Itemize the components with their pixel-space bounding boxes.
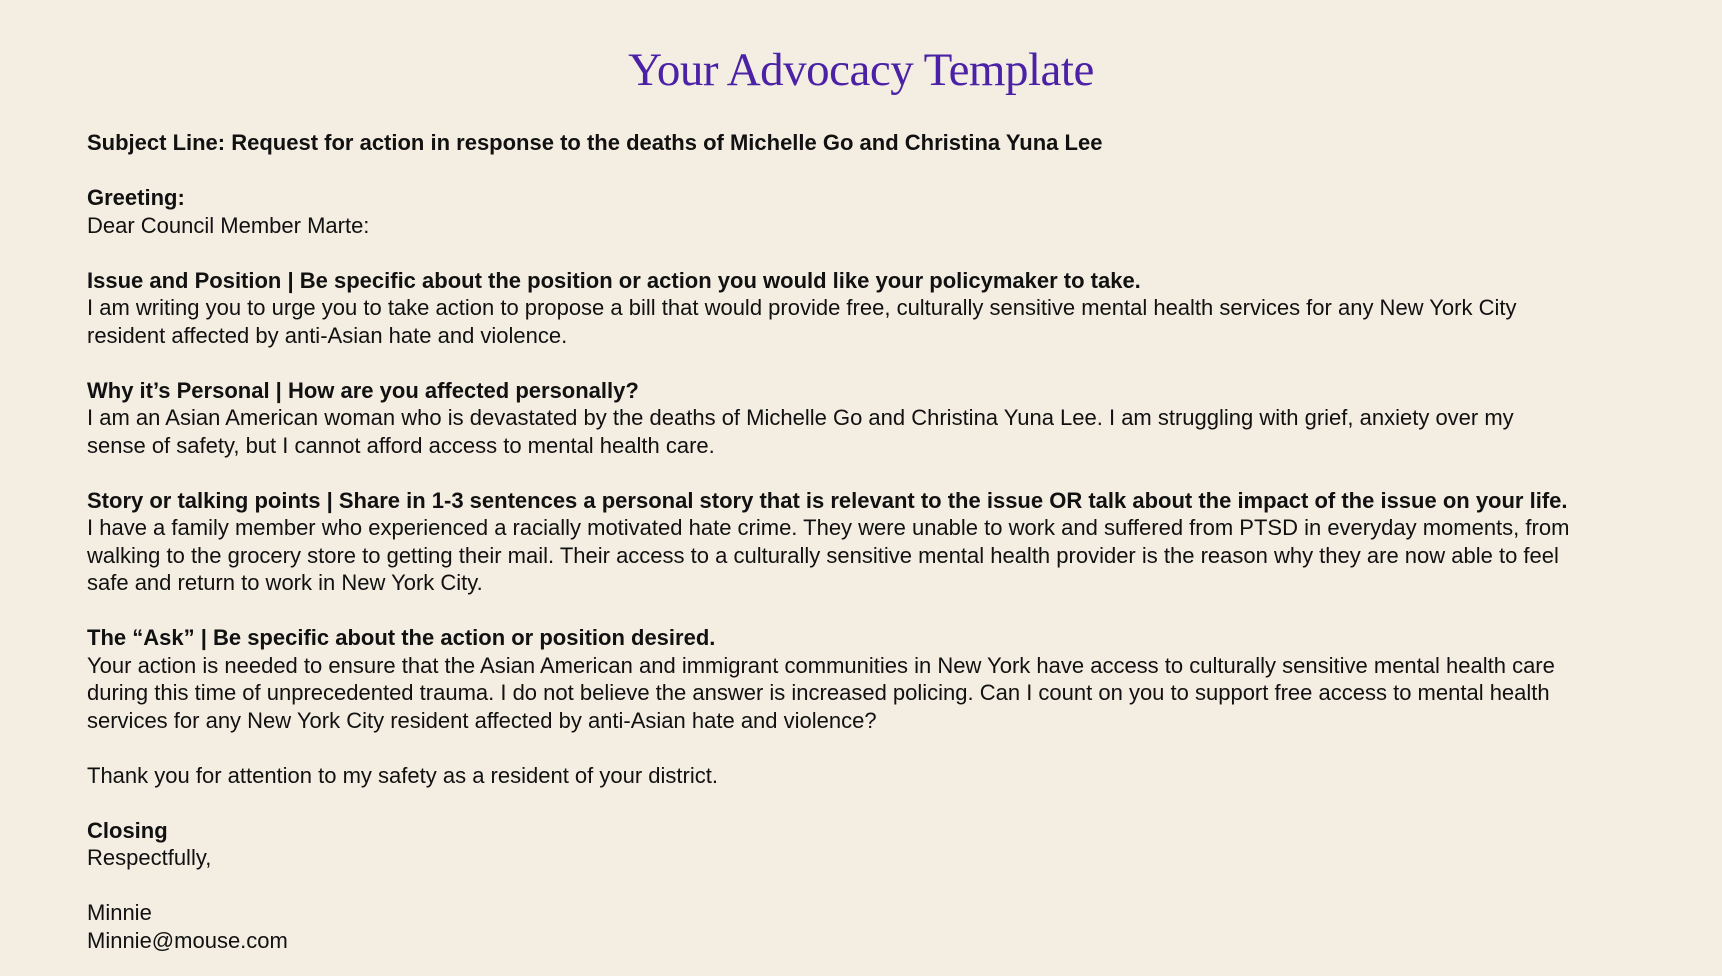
ask-line: during this time of unprecedented trauma. I do not believe the answer is increased policing. Can I count on you to support free access to mental health	[87, 680, 1550, 705]
spacer	[87, 734, 1647, 762]
ask-line: Your action is needed to ensure that the Asian American and immigrant communities in New York have access to culturally sensitive mental health care	[87, 652, 1555, 678]
spacer	[87, 789, 1647, 817]
spacer	[87, 597, 1647, 625]
spacer	[87, 349, 1647, 377]
story-line: safe and return to work in New York City.	[87, 570, 483, 595]
issue-heading: Issue and Position | Be specific about the position or action you would like your policymaker to take.	[87, 267, 1141, 293]
page-title: Your Advocacy Template	[628, 44, 1094, 96]
closing-text: Respectfully,	[87, 845, 212, 870]
issue-line: I am writing you to urge you to take action to propose a bill that would provide free, culturally sensitive mental health services for any New York City	[87, 295, 1517, 320]
signature-name: Minnie	[87, 900, 152, 925]
ask-line: services for any New York City resident affected by anti-Asian hate and violence?	[87, 707, 877, 733]
personal-line: sense of safety, but I cannot afford access to mental health care.	[87, 432, 715, 458]
issue-line: resident affected by anti-Asian hate and violence.	[87, 322, 568, 348]
personal-heading: Why it’s Personal | How are you affected personally?	[87, 377, 639, 403]
spacer	[87, 872, 1647, 900]
letter-body	[87, 129, 1647, 954]
ask-heading: The “Ask” | Be specific about the action or position desired.	[87, 625, 716, 650]
spacer	[87, 157, 1647, 185]
greeting-heading: Greeting:	[87, 185, 185, 210]
story-heading: Story or talking points | Share in 1-3 sentences a personal story that is relevant to the issue OR talk about the impact of the issue on your life.	[87, 487, 1568, 513]
greeting-text: Dear Council Member Marte:	[87, 212, 370, 238]
story-line: I have a family member who experienced a racially motivated hate crime. They were unable to work and suffered from PTSD in everyday moments, from	[87, 515, 1570, 540]
story-line: walking to the grocery store to getting their mail. Their access to a culturally sensitive mental health provider is the reason why they are now able to feel	[87, 542, 1559, 568]
spacer	[87, 459, 1647, 487]
signature-email: Minnie@mouse.com	[87, 927, 288, 953]
thanks-text: Thank you for attention to my safety as a resident of your district.	[87, 762, 718, 788]
closing-heading: Closing	[87, 817, 168, 843]
spacer	[87, 239, 1647, 267]
personal-line: I am an Asian American woman who is devastated by the deaths of Michelle Go and Christina Yuna Lee. I am struggling with grief, anxiety over my	[87, 405, 1514, 430]
subject-line: Subject Line: Request for action in response to the deaths of Michelle Go and Christina Yuna Lee	[87, 130, 1103, 155]
